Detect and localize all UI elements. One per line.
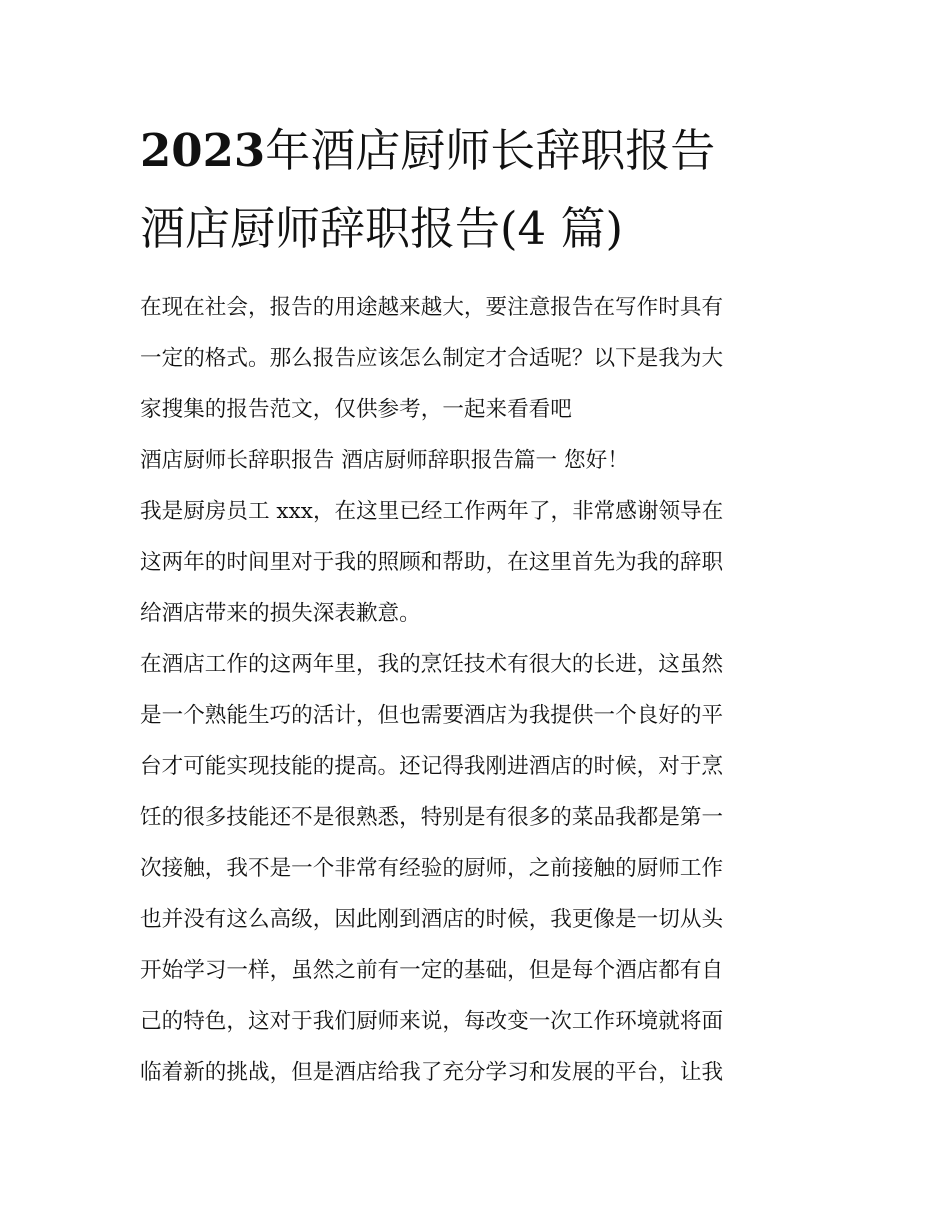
paragraph-line: 开始学习一样，虽然之前有一定的基础，但是每个酒店都有自 xyxy=(140,958,724,983)
document-body xyxy=(140,282,812,1098)
paragraph-line: 是一个熟能生巧的活计，但也需要酒店为我提供一个良好的平 xyxy=(140,703,724,728)
paragraph-line: 给酒店带来的损失深表歉意。 xyxy=(140,601,421,626)
document-page xyxy=(140,112,812,1098)
paragraph-line: 在酒店工作的这两年里，我的烹饪技术有很大的长进，这虽然 xyxy=(140,652,724,677)
paragraph-line: 在现在社会，报告的用途越来越大，要注意报告在写作时具有 xyxy=(140,295,724,320)
paragraph-line: 一定的格式。那么报告应该怎么制定才合适呢？以下是我为大 xyxy=(140,346,724,371)
title-line-1 xyxy=(140,112,812,190)
paragraph-line: 临着新的挑战，但是酒店给我了充分学习和发展的平台，让我 xyxy=(140,1060,724,1085)
title-line-1-text: 年酒店厨师长辞职报告 xyxy=(265,124,716,177)
title-line-2: 酒店厨师辞职报告(4 篇) xyxy=(140,202,624,255)
paragraph-line: 我是厨房员工 xxx，在这里已经工作两年了，非常感谢领导在 xyxy=(140,499,724,524)
paragraph-line: 次接触，我不是一个非常有经验的厨师，之前接触的厨师工作 xyxy=(140,856,724,881)
paragraph-line: 也并没有这么高级，因此刚到酒店的时候，我更像是一切从头 xyxy=(140,907,724,932)
paragraph-line: 家搜集的报告范文，仅供参考，一起来看看吧 xyxy=(140,397,572,422)
paragraph-line: 这两年的时间里对于我的照顾和帮助，在这里首先为我的辞职 xyxy=(140,550,724,575)
paragraph-line: 台才可能实现技能的提高。还记得我刚进酒店的时候，对于烹 xyxy=(140,754,724,779)
title-year: 2023 xyxy=(140,124,266,177)
paragraph-line: 己的特色，这对于我们厨师来说，每改变一次工作环境就将面 xyxy=(140,1009,724,1034)
document-title xyxy=(140,112,812,268)
paragraph-line: 饪的很多技能还不是很熟悉，特别是有很多的菜品我都是第一 xyxy=(140,805,724,830)
paragraph-line: 酒店厨师长辞职报告 酒店厨师辞职报告篇一 您好！ xyxy=(140,448,629,473)
